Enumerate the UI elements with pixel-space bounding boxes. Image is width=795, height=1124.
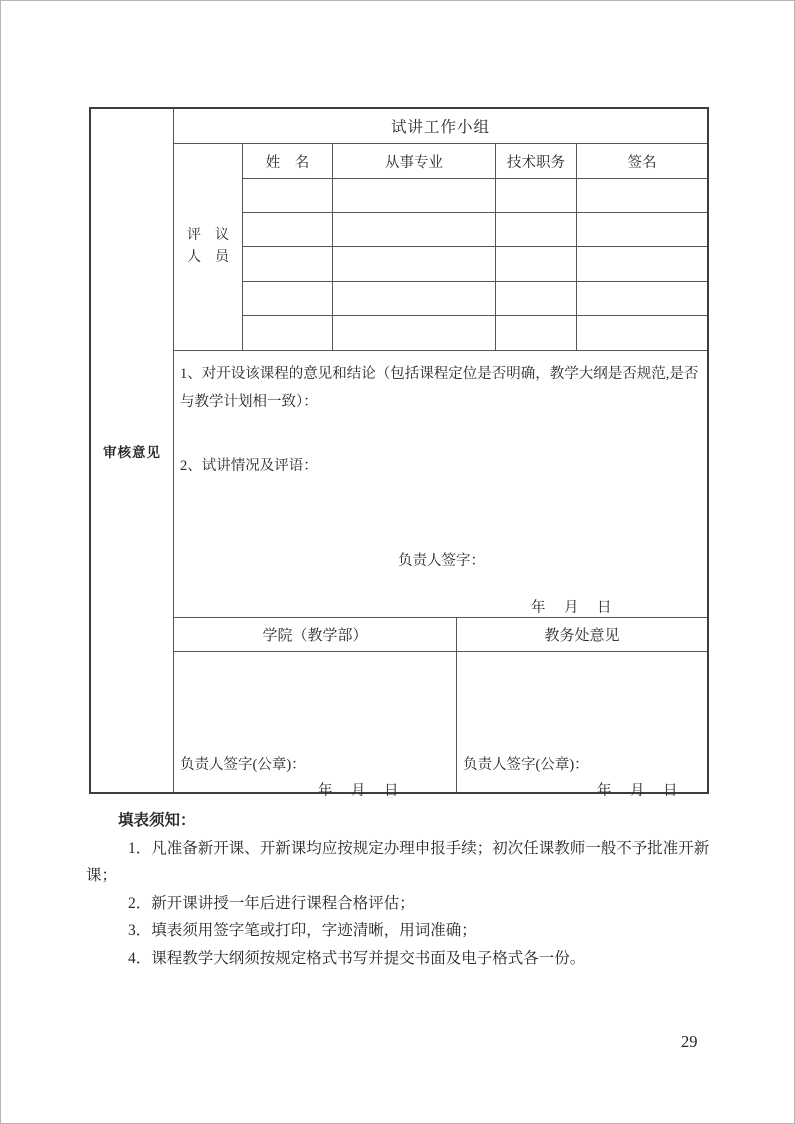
note-item-1: 1．凡准备新开课、开新课均应按规定办理申报手续；初次任课教师一般不予批准开新课；	[86, 839, 710, 884]
college-signature-label: 负责人签字(公章)：	[180, 757, 306, 773]
reviewer-empty-cell	[577, 247, 707, 281]
reviewer-empty-row	[243, 179, 707, 213]
academic-affairs-date-line: 年 月 日	[597, 783, 680, 799]
reviewers-columns	[243, 144, 707, 350]
review-opinion-label: 审核意见	[103, 444, 161, 460]
reviewers-subtable	[174, 144, 707, 351]
note-item-2: 2．新开课讲授一年后进行课程合格评估；	[128, 894, 415, 912]
reviewer-empty-row	[243, 247, 707, 281]
reviewers-empty-rows	[243, 179, 707, 350]
review-form-table	[89, 107, 709, 799]
reviewer-empty-row	[243, 282, 707, 316]
note-item-3: 3．填表须用签字笔或打印，字迹清晰，用词准确；	[128, 922, 477, 939]
college-header: 学院（教学部）	[174, 618, 457, 651]
reviewer-empty-cell	[577, 282, 707, 316]
academic-affairs-signature-label: 负责人签字(公章)：	[463, 757, 589, 773]
trial-group-title: 试讲工作小组	[174, 109, 707, 144]
reviewer-empty-cell	[577, 179, 707, 213]
reviewer-empty-cell	[496, 316, 577, 350]
college-opinion-cell	[174, 652, 457, 799]
reviewer-empty-cell	[496, 247, 577, 281]
review-opinion-header-cell	[91, 109, 174, 792]
reviewer-empty-cell	[496, 213, 577, 247]
reviewer-empty-cell	[333, 179, 496, 213]
reviewer-empty-cell	[333, 316, 496, 350]
reviewer-empty-row	[243, 316, 707, 350]
opinion-item-2: 2、试讲情况及评语：	[180, 458, 318, 474]
reviewer-empty-cell	[333, 247, 496, 281]
reviewers-label-line2: 人 员	[187, 250, 229, 265]
reviewer-empty-cell	[243, 247, 333, 281]
reviewer-empty-cell	[243, 282, 333, 316]
note-item-4: 4．课程教学大纲须按规定格式书写并提交书面及电子格式各一份。	[128, 949, 586, 967]
bottom-section-headers	[174, 618, 707, 652]
reviewer-empty-cell	[496, 179, 577, 213]
reviewer-empty-cell	[333, 282, 496, 316]
column-header-specialty: 从事专业	[333, 144, 496, 179]
college-date-line: 年 月 日	[318, 783, 401, 799]
column-header-title: 技术职务	[496, 144, 577, 179]
reviewers-label-cell	[174, 144, 243, 350]
column-header-signature: 签名	[577, 144, 707, 179]
opinion-item-1: 1、对开设该课程的意见和结论（包括课程定位是否明确，教学大纲是否规范,是否与教学计划相一致）：	[180, 366, 699, 410]
notes-title: 填表须知：	[118, 812, 196, 829]
form-right-area	[174, 109, 707, 799]
reviewer-empty-row	[243, 213, 707, 247]
reviewer-empty-cell	[243, 179, 333, 213]
column-header-name: 姓 名	[243, 144, 333, 179]
reviewer-empty-cell	[243, 316, 333, 350]
reviewers-label-line1: 评 议	[187, 228, 229, 243]
reviewer-empty-cell	[333, 213, 496, 247]
reviewer-empty-cell	[496, 282, 577, 316]
academic-affairs-header: 教务处意见	[544, 628, 620, 644]
reviewer-empty-cell	[577, 213, 707, 247]
bottom-section-cells	[174, 652, 707, 799]
reviewer-empty-cell	[577, 316, 707, 350]
reviewers-header-row	[243, 144, 707, 179]
page-number: 29	[681, 1032, 698, 1051]
review-opinion-content-cell	[174, 351, 707, 618]
opinion-signature-label: 负责人签字：	[398, 553, 485, 569]
reviewer-empty-cell	[243, 213, 333, 247]
opinion-date-line: 年 月 日	[531, 600, 614, 616]
form-notes	[86, 807, 710, 972]
academic-affairs-opinion-cell	[457, 652, 707, 799]
